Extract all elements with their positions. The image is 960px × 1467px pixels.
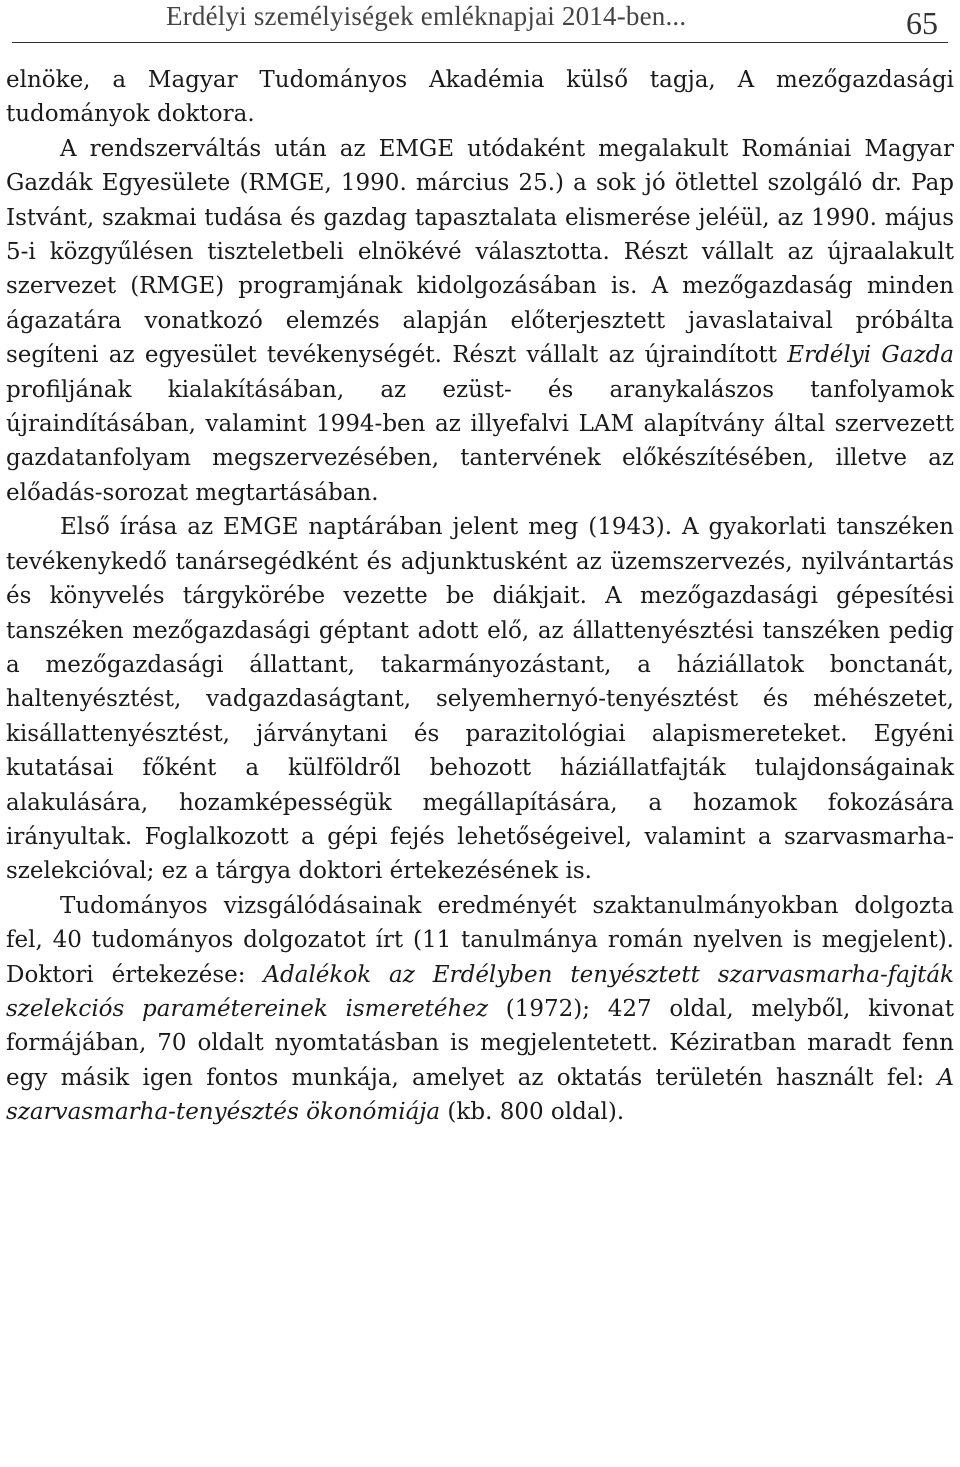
text-run: (kb. 800 oldal).: [440, 1099, 625, 1126]
paragraph: [6, 132, 954, 510]
text-run: profiljának kialakításában, az ezüst- és aranykalászos tanfolyamok újraindításában, valamint 1994-ben az illyefalvi LAM alapítvány által szervezett gazdatanfolyam megszervezésében, tantervének előkészítésében, illetve az előadás-sorozat megtartásában.: [6, 376, 954, 506]
text-run: elnöke, a Magyar Tudományos Akadémia külső tagja, A mezőgazdasági tudományok doktora.: [6, 67, 954, 128]
paragraph: [6, 889, 954, 1130]
italic-title: Erdélyi Gazda: [787, 342, 955, 369]
paragraph: [6, 510, 954, 888]
running-header: [12, 0, 948, 43]
italic-title: Adalékok az Erdélyben tenyésztett szarvasmarha-fajták szelekciós paramétereinek ismeretéhez: [6, 961, 954, 1022]
paragraph: [6, 63, 954, 132]
running-title: Erdélyi személyiségek emléknapjai 2014-ben...: [166, 1, 687, 31]
text-run: (1972); 427 oldal, melyből, kivonat formájában, 70 oldalt nyomtatásban is megjelentetett. Kéziratban maradt fenn egy másik igen fontos munkája, amelyet az oktatás területén használt fel:: [6, 995, 954, 1091]
text-run: A rendszerváltás után az EMGE utódaként megalakult Romániai Magyar Gazdák Egyesülete (RMGE, 1990. március 25.) a sok jó ötlettel szolgáló dr. Pap Istvánt, szakmai tudása és gazdag tapasztalata elismerése jeléül, az 1990. május 5-i közgyűlésen tiszteletbeli elnökévé választotta. Részt vállalt az újraalakult szervezet (RMGE) programjának kidolgozásában is. A mezőgazdaság minden ágazatára vonatkozó elemzés alapján előterjesztett javaslataival próbálta segíteni az egyesület tevékenységét. Részt vállalt az újraindított: [6, 135, 954, 369]
page-number: 65: [906, 5, 938, 41]
text-run: Tudományos vizsgálódásainak eredményét szaktanulmányokban dolgozta fel, 40 tudományos dolgozatot írt (11 tanulmánya román nyelven is megjelent). Doktori értekezése:: [6, 892, 954, 988]
italic-title: A szarvasmarha-tenyésztés ökonómiája: [6, 1064, 954, 1126]
body-text: [6, 63, 954, 1130]
text-run: Első írása az EMGE naptárában jelent meg (1943). A gyakorlati tanszéken tevékenykedő tanársegédként és adjunktusként az üzemszervezés, nyilvántartás és könyvelés tárgykörébe vezette be diákjait. A mezőgazdasági gépesítési tanszéken mezőgazdasági géptant adott elő, az állattenyésztési tanszéken pedig a mezőgazdasági állattant, takarmányozástant, a háziállatok bonctanát, haltenyésztést, vadgazdaságtant, selyemhernyó-tenyésztést és méhészetet, kisállattenyésztést, járványtani és parazitológiai alapismereteket. Egyéni kutatásai főként a külföldről behozott háziállatfajták tulajdonságainak alakulására, hozamképességük megállapítására, a hozamok fokozására irányultak. Foglalkozott a gépi fejés lehetőségeivel, valamint a szarvasmarha-szelekcióval; ez a tárgya doktori értekezésének is.: [6, 514, 954, 885]
